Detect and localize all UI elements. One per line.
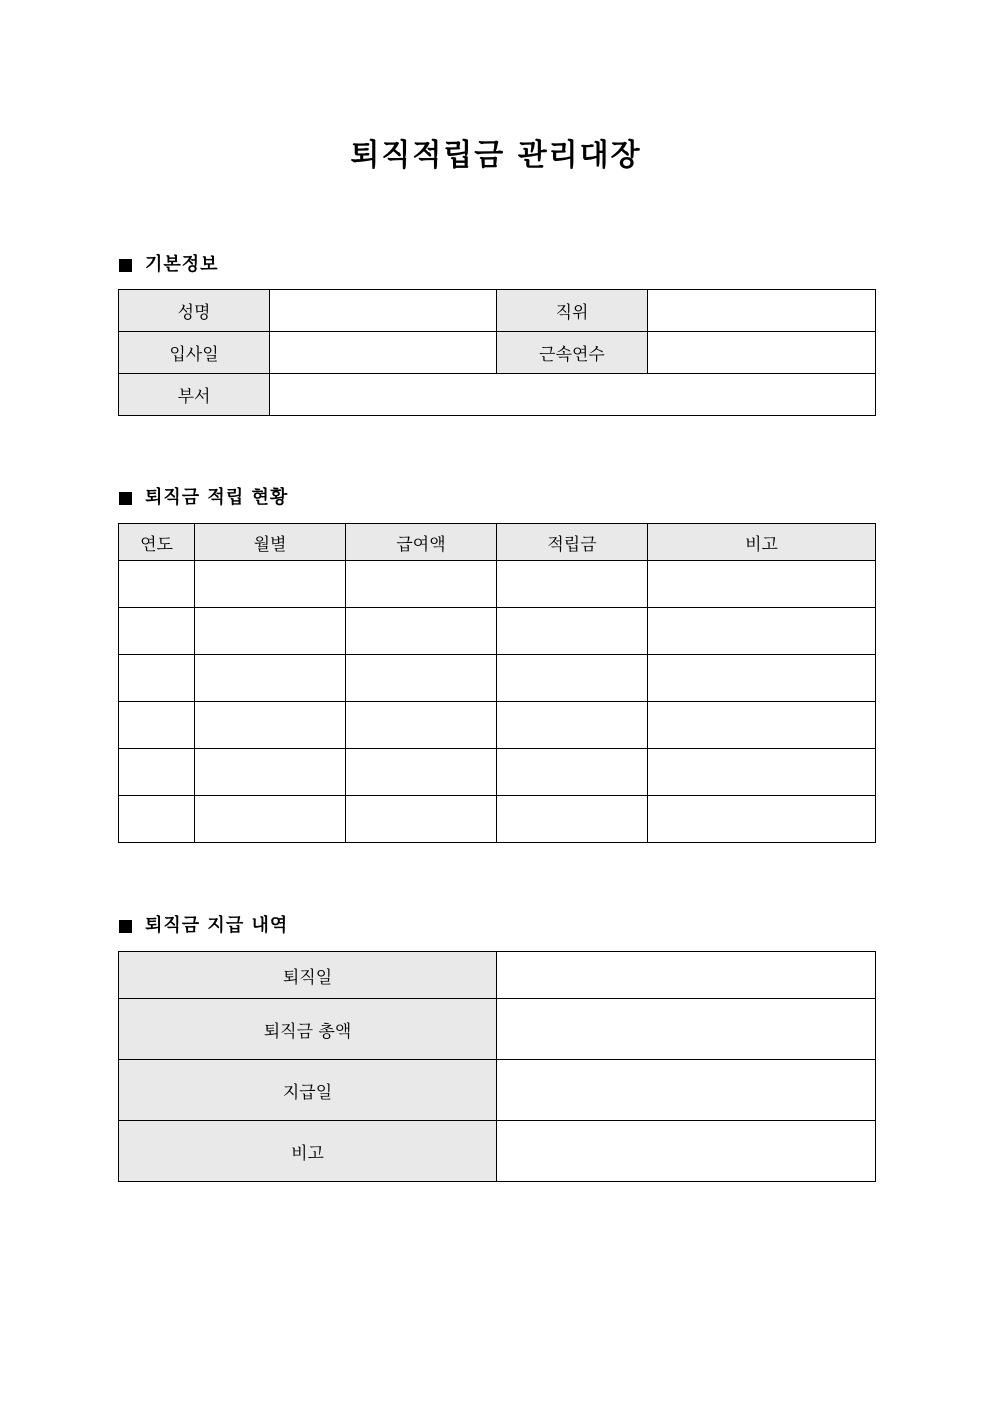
year-cell[interactable]: [119, 796, 195, 843]
remarks-cell[interactable]: [648, 608, 876, 655]
name-field[interactable]: [270, 290, 497, 332]
payment-date-field[interactable]: [497, 1060, 876, 1121]
year-cell[interactable]: [119, 655, 195, 702]
retirement-date-label: 퇴직일: [119, 952, 497, 999]
retirement-date-field[interactable]: [497, 952, 876, 999]
service-years-field[interactable]: [648, 332, 876, 374]
salary-cell[interactable]: [346, 655, 497, 702]
remarks-cell[interactable]: [648, 702, 876, 749]
page-title: 퇴직적립금 관리대장: [350, 138, 642, 173]
year-cell[interactable]: [119, 608, 195, 655]
accumulation-table: [118, 523, 876, 843]
payment-date-label: 지급일: [119, 1060, 497, 1121]
payout-heading: [119, 914, 288, 938]
table-row: [119, 1060, 876, 1121]
hire-date-field[interactable]: [270, 332, 497, 374]
year-cell[interactable]: [119, 749, 195, 796]
table-row: [119, 749, 876, 796]
basic-info-heading-text: 기본정보: [145, 254, 219, 275]
month-cell[interactable]: [195, 749, 346, 796]
table-row: [119, 655, 876, 702]
accumulated-cell[interactable]: [497, 608, 648, 655]
service-years-label: 근속연수: [497, 332, 648, 374]
remarks-cell[interactable]: [648, 749, 876, 796]
payout-remarks-field[interactable]: [497, 1121, 876, 1182]
payout-remarks-label: 비고: [119, 1121, 497, 1182]
position-field[interactable]: [648, 290, 876, 332]
basic-info-table: [118, 289, 876, 416]
remarks-cell[interactable]: [648, 655, 876, 702]
month-cell[interactable]: [195, 608, 346, 655]
accumulated-cell[interactable]: [497, 655, 648, 702]
column-header-salary: 급여액: [346, 524, 497, 561]
table-header-row: [119, 524, 876, 561]
salary-cell[interactable]: [346, 702, 497, 749]
table-row: [119, 561, 876, 608]
square-bullet-icon: [119, 492, 132, 505]
salary-cell[interactable]: [346, 561, 497, 608]
table-row: [119, 1121, 876, 1182]
severance-total-label: 퇴직금 총액: [119, 999, 497, 1060]
salary-cell[interactable]: [346, 796, 497, 843]
table-row: [119, 999, 876, 1060]
hire-date-label: 입사일: [119, 332, 270, 374]
remarks-cell[interactable]: [648, 561, 876, 608]
table-row: [119, 952, 876, 999]
table-row: [119, 608, 876, 655]
accumulation-heading: [119, 486, 288, 510]
basic-info-heading: [119, 253, 219, 277]
accumulated-cell[interactable]: [497, 561, 648, 608]
column-header-year: 연도: [119, 524, 195, 561]
department-label: 부서: [119, 374, 270, 416]
payout-table: [118, 951, 876, 1182]
column-header-month: 월별: [195, 524, 346, 561]
salary-cell[interactable]: [346, 749, 497, 796]
severance-total-field[interactable]: [497, 999, 876, 1060]
table-row: [119, 702, 876, 749]
square-bullet-icon: [119, 920, 132, 933]
department-field[interactable]: [270, 374, 876, 416]
month-cell[interactable]: [195, 655, 346, 702]
accumulation-heading-text: 퇴직금 적립 현황: [145, 487, 289, 508]
year-cell[interactable]: [119, 702, 195, 749]
position-label: 직위: [497, 290, 648, 332]
accumulated-cell[interactable]: [497, 749, 648, 796]
remarks-cell[interactable]: [648, 796, 876, 843]
year-cell[interactable]: [119, 561, 195, 608]
month-cell[interactable]: [195, 796, 346, 843]
column-header-accumulated: 적립금: [497, 524, 648, 561]
accumulated-cell[interactable]: [497, 796, 648, 843]
square-bullet-icon: [119, 259, 132, 272]
month-cell[interactable]: [195, 702, 346, 749]
table-row: [119, 796, 876, 843]
accumulated-cell[interactable]: [497, 702, 648, 749]
salary-cell[interactable]: [346, 608, 497, 655]
payout-heading-text: 퇴직금 지급 내역: [145, 915, 289, 936]
month-cell[interactable]: [195, 561, 346, 608]
name-label: 성명: [119, 290, 270, 332]
column-header-remarks: 비고: [648, 524, 876, 561]
